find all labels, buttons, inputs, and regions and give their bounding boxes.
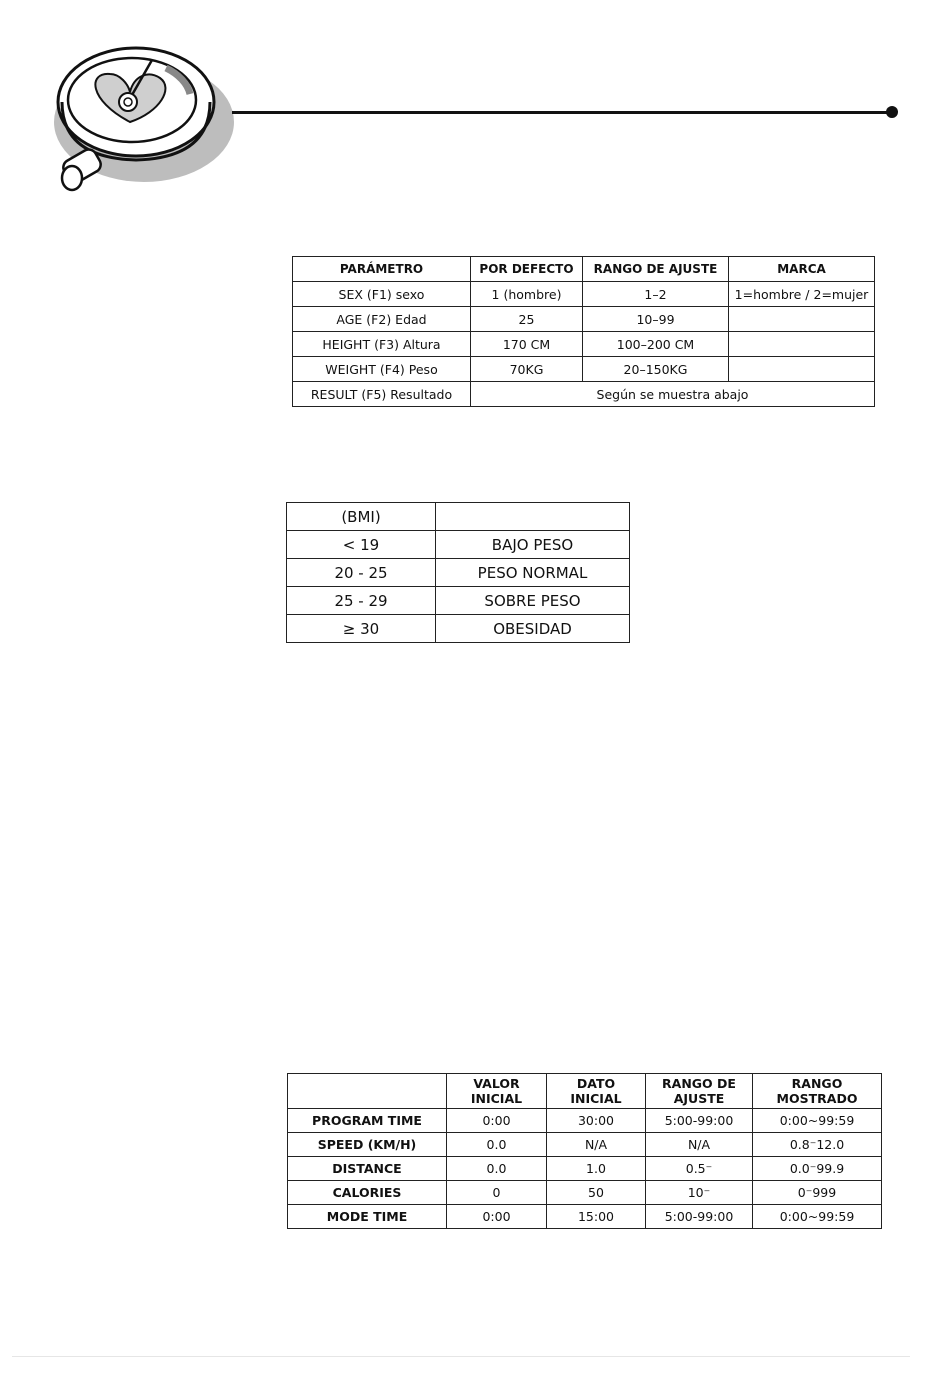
table-cell: SEX (F1) sexo	[293, 282, 471, 307]
table-cell: 0:00~99:59	[753, 1205, 882, 1229]
table-cell: 70KG	[471, 357, 583, 382]
table-cell: OBESIDAD	[436, 615, 630, 643]
table-row	[293, 357, 875, 382]
table-row	[293, 332, 875, 357]
header-cell: POR DEFECTO	[471, 257, 583, 282]
header-cell	[436, 503, 630, 531]
table-cell	[729, 357, 875, 382]
table-cell: 50	[547, 1181, 646, 1205]
table-cell: SOBRE PESO	[436, 587, 630, 615]
heart-gauge-icon	[48, 30, 248, 200]
header-cell: (BMI)	[287, 503, 436, 531]
table-cell: 0:00~99:59	[753, 1109, 882, 1133]
header-cell: DATO INICIAL	[547, 1074, 646, 1109]
table-cell: < 19	[287, 531, 436, 559]
bmi-table	[286, 502, 630, 643]
table-cell: 0:00	[447, 1109, 547, 1133]
table-cell: N/A	[547, 1133, 646, 1157]
table-cell: 0.5⁻	[646, 1157, 753, 1181]
table-cell: 0⁻999	[753, 1181, 882, 1205]
table-cell: HEIGHT (F3) Altura	[293, 332, 471, 357]
header-cell: VALOR INICIAL	[447, 1074, 547, 1109]
header-cell	[288, 1074, 447, 1109]
header-rule	[232, 111, 892, 114]
table-cell: 25 - 29	[287, 587, 436, 615]
table-cell: 5:00-99:00	[646, 1205, 753, 1229]
row-label: SPEED (KM/H)	[288, 1133, 447, 1157]
table-cell: AGE (F2) Edad	[293, 307, 471, 332]
table-cell: 30:00	[547, 1109, 646, 1133]
table-cell: 0.0	[447, 1157, 547, 1181]
table-cell: 10⁻	[646, 1181, 753, 1205]
row-label: PROGRAM TIME	[288, 1109, 447, 1133]
table-row-result	[293, 382, 875, 407]
header-rule-end-dot	[886, 106, 898, 118]
parameters-table	[292, 256, 875, 407]
table-header-row	[287, 503, 630, 531]
table-cell: 0.8⁻12.0	[753, 1133, 882, 1157]
table-cell: 0	[447, 1181, 547, 1205]
header-cell: RANGO MOSTRADO	[753, 1074, 882, 1109]
table-row	[293, 282, 875, 307]
table-cell: 0.0⁻99.9	[753, 1157, 882, 1181]
table-header-row	[288, 1074, 882, 1109]
table-cell: 1=hombre / 2=mujer	[729, 282, 875, 307]
table-row	[288, 1181, 882, 1205]
footer-rule	[12, 1356, 910, 1357]
table-cell: 20 - 25	[287, 559, 436, 587]
table-cell: 10–99	[583, 307, 729, 332]
table-cell: 20–150KG	[583, 357, 729, 382]
table-cell: 100–200 CM	[583, 332, 729, 357]
table-row	[293, 307, 875, 332]
table-cell: 1.0	[547, 1157, 646, 1181]
table-cell	[729, 332, 875, 357]
table-row	[287, 615, 630, 643]
table-cell: 0.0	[447, 1133, 547, 1157]
table-cell	[729, 307, 875, 332]
table-cell: 170 CM	[471, 332, 583, 357]
table-row	[287, 531, 630, 559]
table-cell: BAJO PESO	[436, 531, 630, 559]
table-row	[287, 559, 630, 587]
table-row	[288, 1109, 882, 1133]
table-cell: 0:00	[447, 1205, 547, 1229]
header-cell: PARÁMETRO	[293, 257, 471, 282]
header-cell: MARCA	[729, 257, 875, 282]
table-row	[288, 1133, 882, 1157]
header-cell: RANGO DE AJUSTE	[583, 257, 729, 282]
table-cell: ≥ 30	[287, 615, 436, 643]
table-row	[288, 1157, 882, 1181]
table-cell: 15:00	[547, 1205, 646, 1229]
table-row	[288, 1205, 882, 1229]
table-cell: RESULT (F5) Resultado	[293, 382, 471, 407]
row-label: CALORIES	[288, 1181, 447, 1205]
program-table	[287, 1073, 882, 1229]
table-header-row	[293, 257, 875, 282]
table-cell: N/A	[646, 1133, 753, 1157]
table-cell: Según se muestra abajo	[471, 382, 875, 407]
table-cell: 1–2	[583, 282, 729, 307]
row-label: DISTANCE	[288, 1157, 447, 1181]
row-label: MODE TIME	[288, 1205, 447, 1229]
table-cell: 5:00-99:00	[646, 1109, 753, 1133]
header-cell: RANGO DE AJUSTE	[646, 1074, 753, 1109]
table-cell: 25	[471, 307, 583, 332]
table-row	[287, 587, 630, 615]
table-cell: WEIGHT (F4) Peso	[293, 357, 471, 382]
table-cell: PESO NORMAL	[436, 559, 630, 587]
table-cell: 1 (hombre)	[471, 282, 583, 307]
